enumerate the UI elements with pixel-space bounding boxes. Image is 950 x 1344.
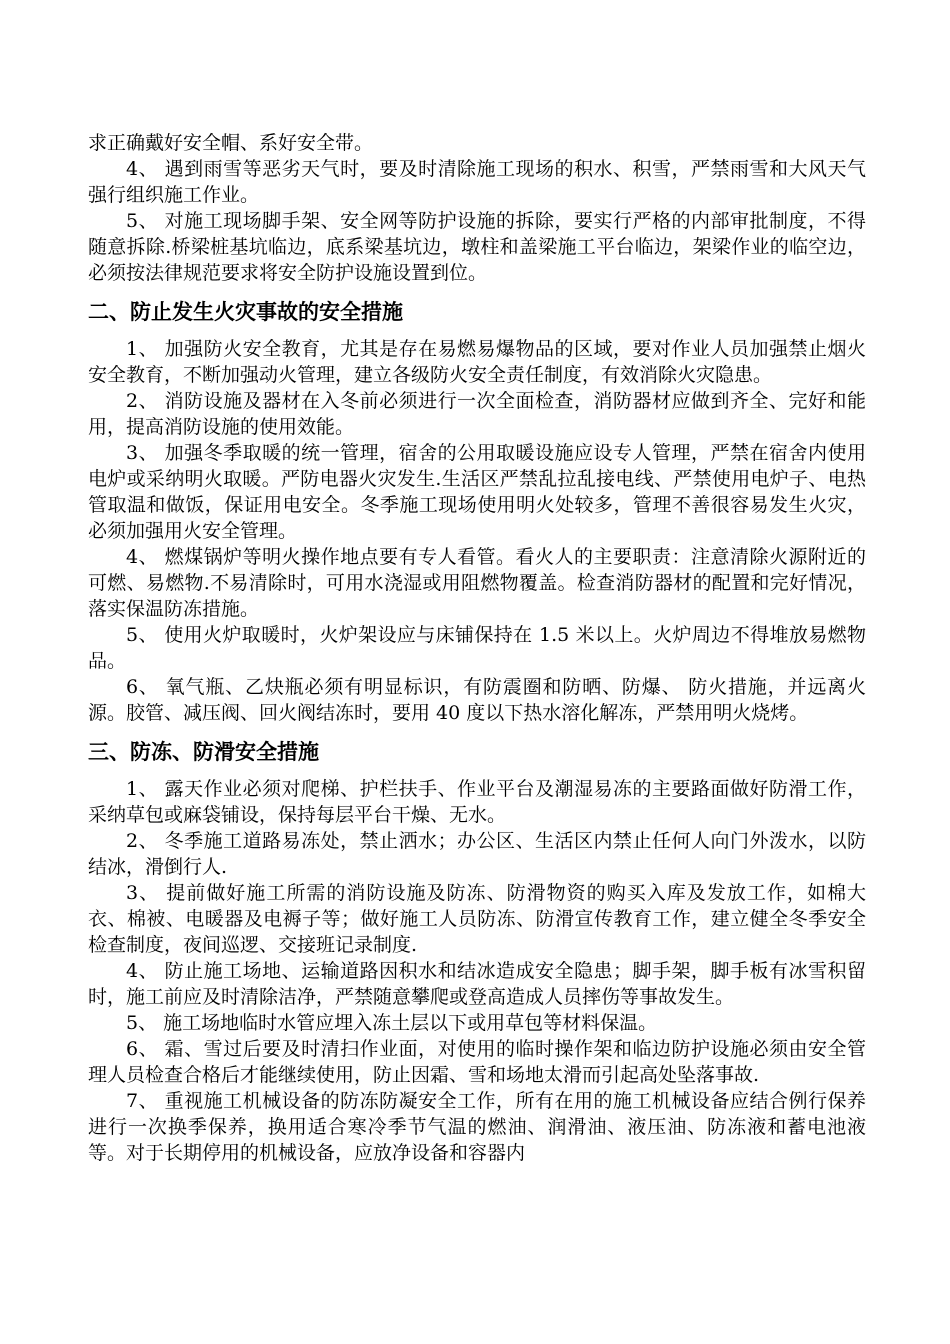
fire-safety-item-2: 2、 消防设施及器材在入冬前必须进行一次全面检查，消防器材应做到齐全、完好和能用，提高消防设施的使用效能。 (88, 390, 866, 438)
anti-freeze-item-5: 5、 施工场地临时水管应埋入冻土层以下或用草包等材料保温。 (126, 1012, 658, 1034)
anti-freeze-item-2: 2、 冬季施工道路易冻处，禁止洒水；办公区、生活区内禁止任何人向门外泼水，以防结冰，滑倒行人. (88, 830, 866, 878)
section-heading-fire-safety: 二、防止发生火灾事故的安全措施 (88, 300, 403, 324)
fire-safety-item-3: 3、 加强冬季取暖的统一管理，宿舍的公用取暖设施应设专人管理，严禁在宿舍内使用电炉或采纳明火取暖。严防电器火灾发生.生活区严禁乱拉乱接电线、严禁使用电炉子、电热管取温和做饭，保证用电安全。冬季施工现场使用明火处较多，管理不善很容易发生火灾，必须加强用火安全管理。 (88, 442, 866, 542)
intro-paragraph-3: 5、 对施工现场脚手架、安全网等防护设施的拆除，要实行严格的内部审批制度，不得随意拆除.桥梁桩基坑临边，底系梁基坑边，墩柱和盖梁施工平台临边，架梁作业的临空边，必须按法律规范要求将安全防护设施设置到位。 (88, 210, 866, 284)
intro-paragraph-2: 4、 遇到雨雪等恶劣天气时，要及时清除施工现场的积水、积雪，严禁雨雪和大风天气强行组织施工作业。 (88, 158, 866, 206)
intro-paragraph-1: 求正确戴好安全帽、系好安全带。 (88, 132, 374, 154)
fire-safety-item-6: 6、 氧气瓶、乙炔瓶必须有明显标识，有防震圈和防晒、防爆、 防火措施，并远离火源。胶管、减压阀、回火阀结冻时，要用 40 度以下热水溶化解冻，严禁用明火烧烤。 (88, 676, 866, 724)
fire-safety-item-4: 4、 燃煤锅炉等明火操作地点要有专人看管。看火人的主要职责：注意清除火源附近的可燃、易燃物.不易清除时，可用水浇湿或用阻燃物覆盖。检查消防器材的配置和完好情况，落实保温防冻措施。 (88, 546, 866, 620)
anti-freeze-item-3: 3、 提前做好施工所需的消防设施及防冻、防滑物资的购买入库及发放工作，如棉大衣、棉被、电暖器及电褥子等；做好施工人员防冻、防滑宣传教育工作，建立健全冬季安全检查制度，夜间巡逻、交接班记录制度. (88, 882, 866, 956)
section-heading-anti-freeze-slip: 三、防冻、防滑安全措施 (88, 740, 319, 764)
anti-freeze-item-1: 1、 露天作业必须对爬梯、护栏扶手、作业平台及潮湿易冻的主要路面做好防滑工作，采纳草包或麻袋铺设，保持每层平台干燥、无水。 (88, 778, 866, 826)
anti-freeze-item-7: 7、 重视施工机械设备的防冻防凝安全工作，所有在用的施工机械设备应结合例行保养进行一次换季保养，换用适合寒冷季节气温的燃油、润滑油、液压油、防冻液和蓄电池液等。对于长期停用的机械设备，应放净设备和容器内 (88, 1090, 866, 1164)
fire-safety-item-5: 5、 使用火炉取暖时，火炉架设应与床铺保持在 1.5 米以上。火炉周边不得堆放易燃物品。 (88, 624, 866, 672)
anti-freeze-item-4: 4、 防止施工场地、运输道路因积水和结冰造成安全隐患；脚手架，脚手板有冰雪积留时，施工前应及时清除洁净，严禁随意攀爬或登高造成人员摔伤等事故发生。 (88, 960, 866, 1008)
anti-freeze-item-6: 6、 霜、雪过后要及时清扫作业面，对使用的临时操作架和临边防护设施必须由安全管理人员检查合格后才能继续使用，防止因霜、雪和场地太滑而引起高处坠落事故. (88, 1038, 866, 1086)
document-page (88, 130, 866, 1166)
fire-safety-item-1: 1、 加强防火安全教育，尤其是存在易燃易爆物品的区域，要对作业人员加强禁止烟火安全教育，不断加强动火管理，建立各级防火安全责任制度，有效消除火灾隐患。 (88, 338, 866, 386)
